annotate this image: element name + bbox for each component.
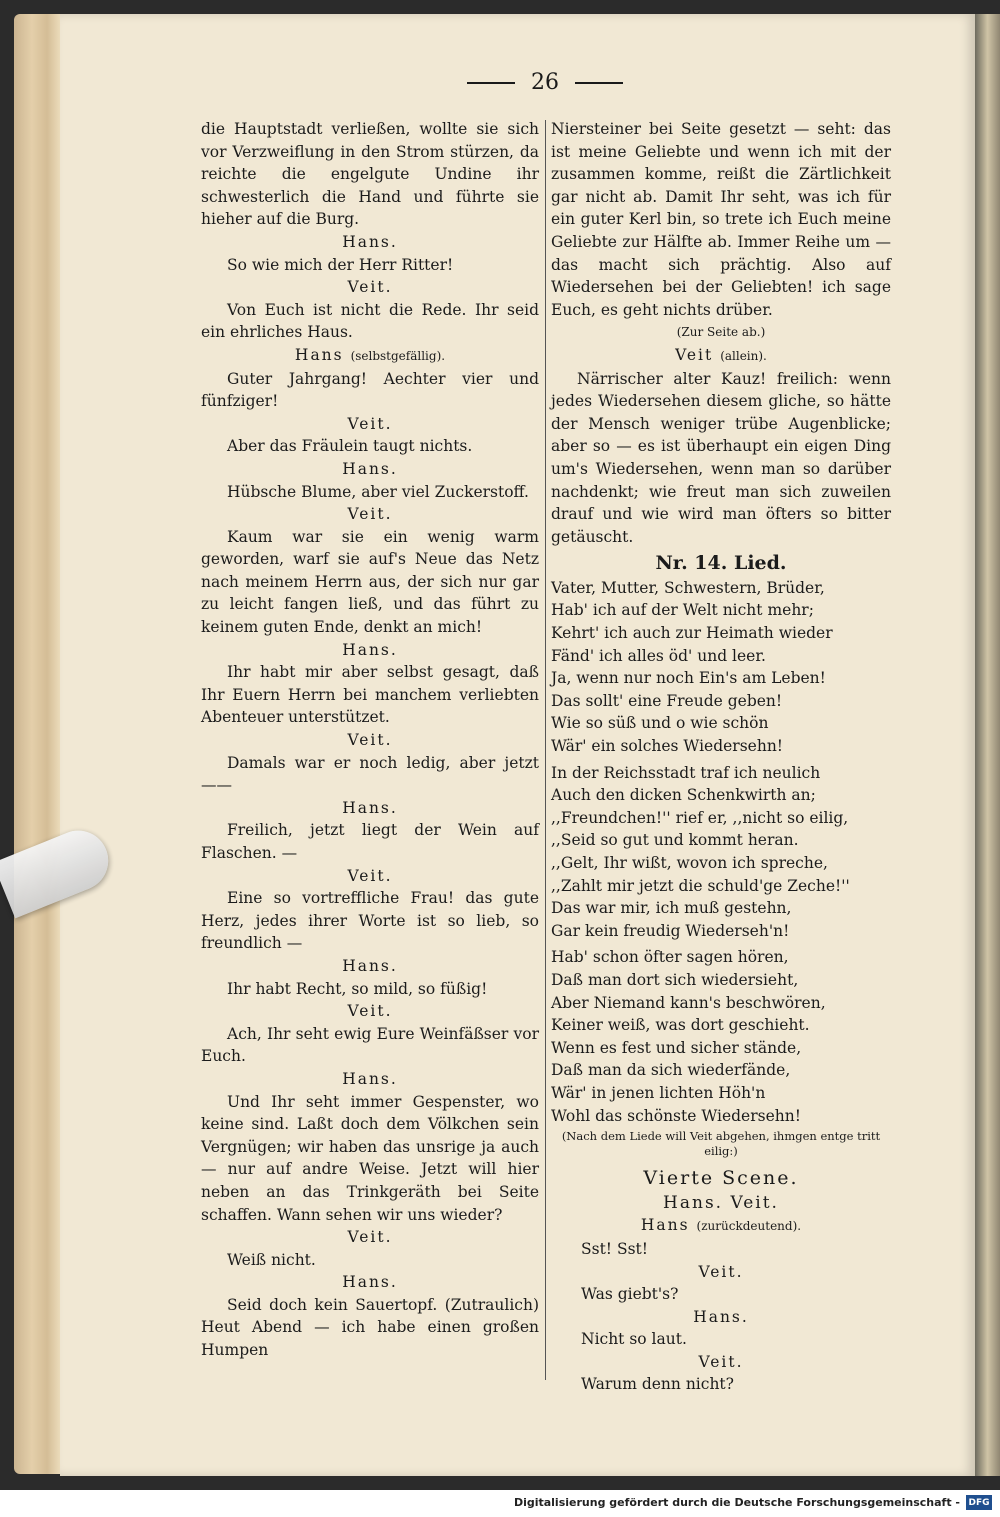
song-title: Nr. 14. Lied. [655,552,787,575]
dialogue-line: Ach, Ihr seht ewig Eure Weinfäßser vor Euch. [201,1024,539,1066]
scene-title: Vierte Scene. [643,1167,799,1190]
speaker-name: Veit. [698,1352,744,1371]
verse-line: Wenn es fest und sicher stände, [551,1038,802,1057]
page-number-rule-left [467,82,515,84]
dialogue-line: Weiß nicht. [227,1250,316,1269]
dialogue-line: Warum denn nicht? [581,1375,734,1394]
verse-line: ,,Gelt, Ihr wißt, wovon ich spreche, [551,854,828,872]
verse-line: Hab' schon öfter sagen hören, [551,948,789,967]
facing-page-edge [975,14,1000,1476]
speaker-label: Hans [640,1216,690,1235]
speaker-name: Hans. [342,1069,398,1088]
song-verses [551,577,891,1127]
verse-line: Keiner weiß, was dort geschieht. [551,1016,810,1035]
dialogue-line: Damals war er noch ledig, aber jetzt —— [201,753,539,795]
speaker-name: Hans. [342,956,398,975]
speaker-name: Veit. [347,866,393,885]
dialogue-line: Hübsche Blume, aber viel Zuckerstoff. [227,482,529,501]
speaker-direction: (selbstgefällig). [350,348,446,363]
right-column [551,118,891,1396]
verse-line: ,,Zahlt mir jetzt die schuld'ge Zeche!'' [551,876,850,895]
page-number-text: 26 [531,70,559,95]
speaker-name: Hans. [342,640,398,659]
continuation-text: die Hauptstadt verließen, wollte sie sich vor Verzweiflung in den Strom stürzen, da reichte die engelgute Undine ihr schwesterlich die Hand und führte sie hieher auf die Burg. [201,120,539,229]
speaker-direction: (zurückdeutend). [696,1219,802,1234]
dialogue-line: Guter Jahrgang! Aechter vier und fünfziger! [201,369,539,411]
dialogue-line: Eine so vortreffliche Frau! das gute Herz, jedes ihrer Worte ist so lieb, so freundlich — [201,889,539,953]
speaker-name [551,1214,891,1238]
verse-line: Fänd' ich alles öd' und leer. [551,646,766,665]
verse-line: Wär' in jenen lichten Höh'n [551,1083,766,1102]
speaker-name: Veit. [347,1002,393,1021]
dialogue-line: Seid doch kein Sauertopf. (Zutraulich) Heut Abend — ich habe einen großen Humpen [201,1295,539,1360]
scene-persons: Hans. Veit. [663,1192,779,1213]
speaker-label: Hans [294,345,344,364]
continuation-text: Niersteiner bei Seite gesetzt — seht: das ist meine Geliebte und wenn ich mit der zusammen komme, reißt die Zärtlichkeit gar nicht ab. Damit Ihr seht, was ich für ein guter Kerl bin, so trete ich Euch meine Geliebte zur Hälfte ab. Immer Reihe um — das macht sich prächtig. Also auf Wiedersehen bei der Geliebten! ich sage Euch, es geht nichts drüber. [551,120,891,319]
verse-line: Wär' ein solches Wiedersehn! [551,737,784,756]
speaker-name: Veit. [347,731,393,750]
speaker-name: Veit. [347,1228,393,1247]
verse-line: Wie so süß und o wie schön [551,714,769,733]
verse-line: Hab' ich auf der Welt nicht mehr; [551,601,814,620]
dialogue-line: Sst! Sst! [581,1239,648,1258]
dialogue-line: Freilich, jetzt liegt der Wein auf Flaschen. — [201,821,539,862]
left-column [201,118,539,1362]
verse-line: Auch den dicken Schenkwirth an; [551,786,816,805]
verse-line: Wohl das schönste Wiedersehn! [551,1106,801,1125]
dialogue-line: So wie mich der Herr Ritter! [227,255,454,274]
speaker-name: Hans. [693,1307,749,1326]
verse-line: ,,Seid so gut und kommt heran. [551,831,799,850]
verse-line: Aber Niemand kann's beschwören, [551,993,826,1012]
dialogue-line: Kaum war sie ein wenig warm geworden, warf sie auf's Neue das Netz nach meinem Herrn aus, der sich nur gar zu leicht fangen ließ, und das führt zu keinem guten Ende, denkt an mich! [201,527,539,637]
verse-line: Das sollt' eine Freude geben! [551,691,783,710]
song-stanza [551,577,891,758]
footer-funding-text: Digitalisierung gefördert durch die Deutsche Forschungsgemeinschaft - [513,1496,960,1509]
speaker-name: Hans. [342,459,398,478]
page-number [450,70,640,95]
speaker-name: Veit. [698,1262,744,1281]
verse-line: Das war mir, ich muß gestehn, [551,899,792,918]
speaker-name: Hans. [342,1273,398,1292]
speaker-direction: (allein). [720,348,767,363]
speaker-name: Hans. [342,232,398,251]
page-number-rule-right [575,82,623,84]
verse-line: In der Reichsstadt traf ich neulich [551,763,821,782]
dialogue-line: Von Euch ist nicht die Rede. Ihr seid ein ehrliches Haus. [201,300,539,342]
verse-line: Kehrt' ich auch zur Heimath wieder [551,624,833,643]
stage-direction: (Nach dem Liede will Veit abgehen, ihmgen entge tritt eilig:) [561,1129,881,1159]
dfg-logo: DFG [966,1495,992,1510]
dialogue-line: Ihr habt mir aber selbst gesagt, daß Ihr Euern Herrn bei manchem verliebten Abenteuer unterstützet. [201,663,539,727]
verse-line: ,,Freundchen!'' rief er, ,,nicht so eilig, [551,808,849,827]
verse-line: Vater, Mutter, Schwestern, Brüder, [551,578,825,597]
verse-line: Daß man da sich wiederfände, [551,1061,791,1080]
footer-bar [0,1490,1000,1517]
dialogue-line: Und Ihr seht immer Gespenster, wo keine sind. Laßt doch dem Völkchen sein Vergnügen; wir haben das unsrige ja auch — nur auf andre Weise. Jetzt will hier neben an das Trinkgeräth bei Seite schaffen. Wann sehen wir uns wieder? [201,1092,539,1224]
speaker-name: Veit. [347,505,393,524]
dialogue-line: Aber das Fräulein taugt nichts. [227,437,473,456]
monologue-text: Närrischer alter Kauz! freilich: wenn jedes Wiedersehen diesem gliche, so hätte der Mensch weniger trübe Augenblicke; aber so — es ist überhaupt ein eigen Ding um's Wiedersehen, wenn man so darüber nachdenkt; wie freut man sich zuweilen drauf und wie wird man öfters so bitter getäuscht. [551,369,891,546]
speaker-label: Veit [675,345,714,364]
speaker-name: Veit. [347,278,393,297]
verse-line: Daß man dort sich wiedersieht, [551,970,799,989]
dialogue-line: Was giebt's? [581,1285,679,1304]
speaker-name [201,344,539,368]
song-stanza [551,946,891,1127]
verse-line: Gar kein freudig Wiederseh'n! [551,921,790,940]
dialogue-line: Nicht so laut. [581,1330,687,1349]
speaker-name [551,344,891,368]
speaker-name: Hans. [342,798,398,817]
stage-direction: (Zur Seite ab.) [676,325,766,340]
dialogue-line: Ihr habt Recht, so mild, so füßig! [227,979,488,998]
speaker-name: Veit. [347,414,393,433]
verse-line: Ja, wenn nur noch Ein's am Leben! [551,669,826,688]
column-divider [545,120,546,1380]
song-stanza [551,762,891,943]
